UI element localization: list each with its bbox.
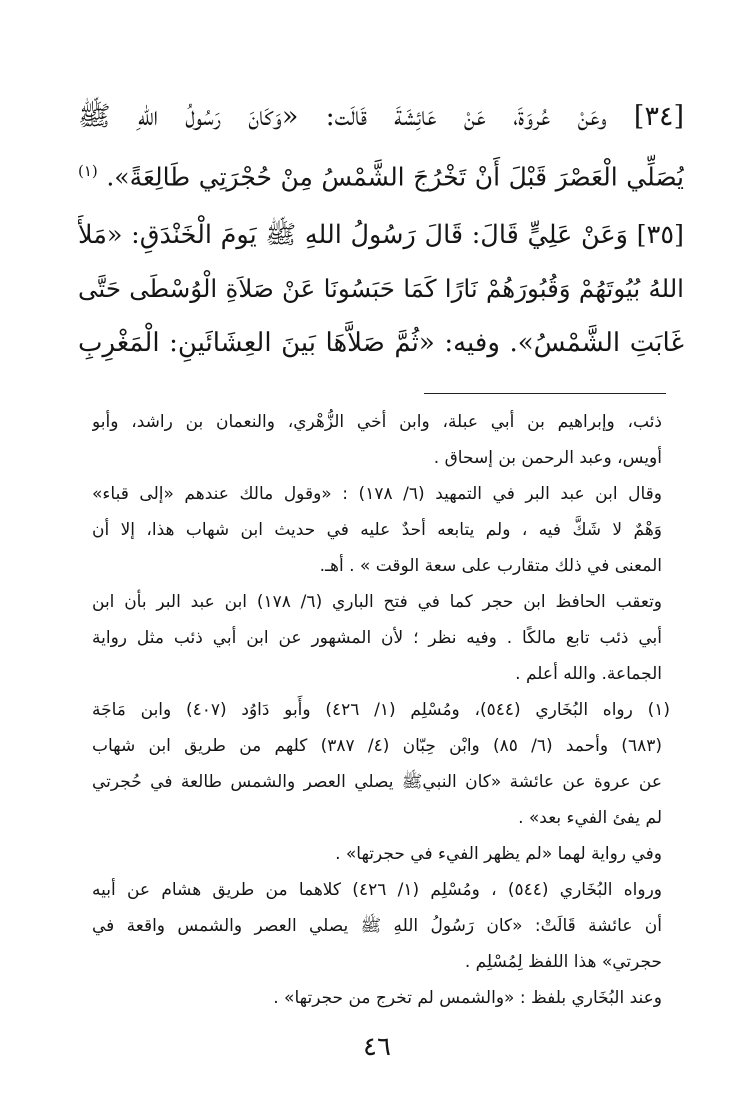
footnote-line: وقال ابن عبد البر في التمهيد (٦/ ١٧٨) : «وقول مالك عندهم «إلى قباء» [92, 484, 662, 504]
page-number: ٤٦ [363, 1032, 391, 1062]
footnote-1-line: (١) رواه البُخَاري (٥٤٤)، ومُسْلِم (١/ ٤٢٦) وأَبو دَاوُد (٤٠٧) وابن مَاجَة [92, 700, 670, 720]
hadith-34-line-2 [78, 144, 684, 198]
hadith-35-line-2: اللهُ بُيُوتَهُمْ وَقُبُورَهُمْ نَارًا كَمَا حَبَسُونَا عَنْ صَلاَةِ الْوُسْطَى حَتَّى [78, 274, 684, 303]
footnote-line: وتعقب الحافظ ابن حجر كما في فتح الباري (٦/ ١٧٨) ابن عبد البر بأن ابن [92, 592, 662, 612]
hadith-34-line-1: [٣٤] وعَنْ عُروَةَ، عَنْ عَائِشَةَ قَالَت: «وَكَانَ رَسُولُ اللهِ ﷺ [78, 101, 684, 132]
footnote-reference-1: (١) [78, 162, 98, 180]
footnote-line: الجماعة. والله أعلم . [515, 664, 662, 684]
hadith-35-line-1: [٣٥] وَعَنْ عَلِيٍّ قَالَ: قَالَ رَسُولُ اللهِ ﷺ يَومَ الْخَنْدَقِ: «مَلأَ [78, 220, 684, 250]
footnote-divider [424, 393, 666, 394]
footnote-1-line: لم يفئ الفيء بعد» . [518, 808, 662, 828]
footnote-1-line: ورواه البُخَاري (٥٤٤) ، ومُسْلِم (١/ ٤٢٦) كلاهما من طريق هشام عن أبيه [92, 880, 662, 900]
footnote-line: ذئب، وإبراهيم بن أبي عبلة، وابن أخي الزُّهْري، والنعمان بن راشد، وأبو [92, 412, 662, 432]
footnote-1-line: (٦٨٣) وأحمد (٦/ ٨٥) وابْن حِبّان (٤/ ٣٨٧) كلهم من طريق ابن شهاب [92, 736, 662, 756]
footnote-line: أبي ذئب تابع مالكًا . وفيه نظر ؛ لأن المشهور عن ابن أبي ذئب مثل رواية [92, 628, 662, 648]
hadith-34-line-2-text: يُصَلِّي الْعَصْرَ قَبْلَ أَنْ تَخْرُجَ الشَّمْسُ مِنْ حُجْرَتِي طَالِعَةً». [106, 162, 684, 192]
footnote-line: أويس، وعبد الرحمن بن إسحاق . [433, 448, 662, 468]
footnote-line: المعنى في ذلك متقارب على سعة الوقت » . أهـ. [319, 556, 662, 576]
hadith-35-line-3: غَابَتِ الشَّمْسُ». وفيه: «ثُمَّ صَلاَّهَا بَينَ العِشَائَينِ: الْمَغْرِبِ [78, 328, 684, 358]
footnotes [92, 404, 670, 1016]
footnote-1-line: عن عروة عن عائشة «كان النبيﷺ يصلي العصر والشمس طالعة في حُجرتي [92, 772, 662, 792]
footnote-1-line: وعند البُخَاري بلفظ : «والشمس لم تخرج من حجرتها» . [273, 988, 662, 1008]
main-text [78, 90, 684, 370]
footnote-1-line: وفي رواية لهما «لم يظهر الفيء في حجرتها» . [335, 844, 662, 864]
footnote-1-line: حجرتي» هذا اللفظ لِمُسْلِم . [464, 952, 662, 972]
footnote-1-line: أن عائشة قَالَتْ: «كان رَسُولُ اللهِ ﷺ يصلي العصر والشمس واقعة في [92, 916, 662, 936]
footnote-line: وَهْمٌ لا شَكَّ فيه ، ولم يتابعه أحدٌ عليه في حديث ابن شهاب هذا، إلا أن [92, 520, 662, 540]
